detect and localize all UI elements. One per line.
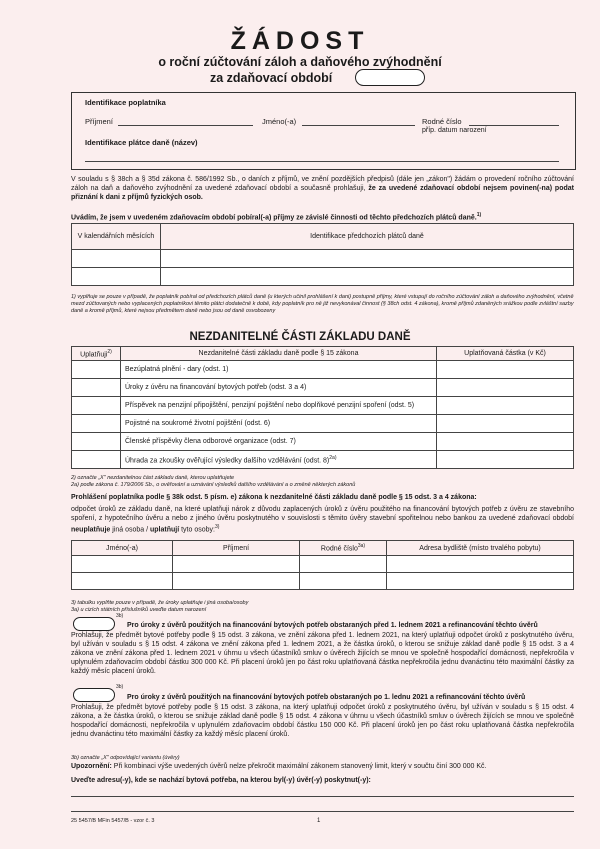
birth-number-field[interactable] (469, 125, 559, 126)
taxpayer-declaration-heading: Prohlášení poplatníka podle § 38k odst. 5 písm. e) zákona k nezdanitelné části základu daně podle § 15 odst. 3 a 4 zákona: (71, 494, 477, 501)
form-subtitle: o roční zúčtování záloh a daňového zvýhodnění (158, 55, 442, 69)
taxpayer-id-heading: Identifikace poplatníka (85, 98, 166, 107)
footnote-3a: 3a) u cizích státních příslušníků uveďte datum narození (71, 606, 207, 613)
footnote-2a: 2a) podle zákona č. 179/2006 Sb., o ověřování a uznávání výsledků dalšího vzdělávání a o změně některých zákonů (71, 481, 356, 488)
amount-cell[interactable] (437, 433, 574, 451)
option-b-checkbox[interactable] (73, 688, 115, 702)
names-field[interactable] (302, 125, 415, 126)
prev-payers-header: Identifikace předchozích plátců daně (161, 224, 574, 250)
payer-id-heading: Identifikace plátce daně (název) (85, 138, 198, 147)
deduction-item: Úroky z úvěru na financování bytových potřeb (odst. 3 a 4) (121, 379, 437, 397)
previous-payers-table (71, 223, 574, 286)
prev-payer-cell[interactable] (161, 268, 574, 286)
footnote-3b: 3b) označte „X" odpovídající variantu (úvěry) (71, 754, 180, 761)
notice: Upozornění: Při kombinaci výše uvedených úvěrů nelze překročit maximální zákonem stanovený limit, který v součtu činí 300 000 Kč. (71, 763, 487, 770)
non-taxable-section-title: NEZDANITELNÉ ČÁSTI ZÁKLADU DANĚ (189, 331, 411, 343)
declaration-text: V souladu s § 38ch a § 35d zákona č. 586/1992 Sb., o daních z příjmů, ve znění pozdějších předpisů (dále jen „zákon") žádám o provedení ročního zúčtování záloh na daň a daňového zvýhodnění za uvedené zdaňovací období a současně prohlašuji, že za uvedené zdaňovací období nejsem povinen(-na) podat přiznání k dani z příjmů fyzických osob. (71, 176, 574, 201)
persons-table (71, 540, 574, 590)
amount-cell[interactable] (437, 415, 574, 433)
form-code: 25 5457/B MFin 5457/B - vzor č. 3 (71, 818, 155, 824)
names-label: Jméno(-a) (262, 117, 297, 126)
months-cell[interactable] (72, 268, 161, 286)
apply-header: Uplatňuji$^{2)}$ (72, 347, 121, 361)
form-title: ŽÁDOST (230, 27, 370, 55)
option-b-sup: 3b) (116, 684, 124, 690)
birth-number-label: Rodné číslo (422, 117, 462, 126)
deduction-item: Příspěvek na penzijní připojištění, penzijní pojištění nebo doplňkové penzijní spoření (odst. 5) (121, 397, 437, 415)
amount-cell[interactable] (437, 361, 574, 379)
person-cell[interactable] (72, 556, 173, 573)
person-names-header: Jméno(-a) (72, 541, 173, 556)
surname-field[interactable] (118, 125, 253, 126)
months-header: V kalendářních měsících (72, 224, 161, 250)
person-cell[interactable] (173, 573, 300, 590)
person-cell[interactable] (300, 556, 387, 573)
apply-checkbox[interactable] (72, 451, 121, 469)
amount-cell[interactable] (437, 451, 574, 469)
non-taxable-table (71, 346, 574, 469)
option-a-heading: Pro úroky z úvěrů použitých na financování bytových potřeb obstaraných před 1. lednem 2021 a refinancování těchto úvěrů (127, 622, 538, 629)
description-header: Nezdanitelné části základu daně podle § 15 zákona (121, 347, 437, 361)
apply-checkbox[interactable] (72, 397, 121, 415)
person-cell[interactable] (387, 556, 574, 573)
deduction-item: Pojistné na soukromé životní pojištění (odst. 6) (121, 415, 437, 433)
person-address-header: Adresa bydliště (místo trvalého pobytu) (387, 541, 574, 556)
amount-cell[interactable] (437, 397, 574, 415)
apply-checkbox[interactable] (72, 433, 121, 451)
tax-period-field[interactable] (355, 69, 425, 86)
taxpayer-declaration-body: odpočet úroků ze základu daně, na které uplatňuji nárok z důvodu zaplacených úroků z úvěru použitého na financování bytových potřeb z úvěru ze stavebního spoření, z hypotečního úvěru a nebo z jiného úvěru poskytnutého v souvislosti s těmito úvěry stavební spořitelnou nebo bankou za uvedené zdaňovací období neuplatňuje jiná osoba / uplatňují tyto osoby:$^{3)}$ (71, 506, 574, 534)
months-cell[interactable] (72, 250, 161, 268)
option-a-checkbox[interactable] (73, 617, 115, 631)
apply-checkbox[interactable] (72, 361, 121, 379)
address-line-2[interactable] (71, 811, 574, 812)
person-cell[interactable] (300, 573, 387, 590)
deduction-item: Bezúplatná plnění - dary (odst. 1) (121, 361, 437, 379)
footnote-2: 2) označte „X" nezdanitelnou část základu daně, kterou uplatňujete (71, 474, 235, 481)
option-b-heading: Pro úroky z úvěrů použitých na financování bytových potřeb obstaraných po 1. lednu 2021 a refinancování těchto úvěrů (127, 694, 526, 701)
prev-payer-cell[interactable] (161, 250, 574, 268)
address-label: Uveďte adresu(-y), kde se nachází bytová potřeba, na kterou byl(-y) úvěr(-y) poskytnut(-y): (71, 777, 371, 784)
surname-label: Příjmení (85, 117, 113, 126)
footnote-3: 3) tabulku vyplňte pouze v případě, že úroky uplatňuje i jiná osoba/osoby (71, 599, 249, 606)
address-line-1[interactable] (71, 796, 574, 797)
payer-name-field[interactable] (85, 161, 559, 162)
amount-header: Uplatňovaná částka (v Kč) (437, 347, 574, 361)
option-a-body: Prohlašuji, že předmět bytové potřeby podle § 15 odst. 3 zákona, ve znění zákona před 1. lednem 2021, na který uplatňuji odpočet úroků z poskytnutého úvěru, byl užíván v souladu s § 15 odst. 4 zákona ve znění zákona před 1. lednem 2021, a že částka úroků, o kterou se snižuje základ daně podle § 15 odst. 3 a 4 zákona ve znění zákona před 1. lednem 2021 v úhrnu u všech účastníků smluv o úvěrech žijících se mnou ve společně hospodařící domácnosti, nepřekročila v uplynulém zdaňovacím období částku 300 000 Kč. Při placení úroků jen po část roku uplatňovaná částka nepřekročila jednu dvanáctinu této maximální částky za každý měsíc placení úroků. (71, 632, 574, 675)
footnote-1: 1) vyplňuje se pouze v případě, že poplatník pobíral od předchozích plátců daně (u kterých učinil prohlášení k dani) postupně příjmy, které vstupují do ročního zúčtování záloh a daňového zvýhodnění, včetně mezd zúčtovaných nebo vyplacených poplatníkovi těmito plátci dodatečně k době, kdy poplatník pro ně již nevykonával činnost (§ 38ch odst. 4 zákona), kromě příjmů zdaněných srážkou podle zvláštní sazby daně a kromě příjmů, které nejsou předmětem daně nebo jsou od daně osvobozeny (71, 293, 574, 314)
amount-cell[interactable] (437, 379, 574, 397)
tax-period-label: za zdaňovací období (210, 71, 333, 85)
person-cell[interactable] (173, 556, 300, 573)
page-number: 1 (317, 818, 321, 824)
apply-checkbox[interactable] (72, 415, 121, 433)
person-birth-number-header: Rodné číslo$^{3a)}$ (300, 541, 387, 556)
previous-payers-statement: Uvádím, že jsem v uvedeném zdaňovacím období pobíral(-a) příjmy ze závislé činnosti od těchto předchozích plátců daně.$^{1)}$ (71, 212, 482, 222)
option-a-sup: 3b) (116, 613, 124, 619)
deduction-item: Úhrada za zkoušky ověřující výsledky dalšího vzdělávání (odst. 8)$^{2a)}$ (121, 451, 437, 469)
person-cell[interactable] (387, 573, 574, 590)
birth-date-label: příp. datum narození (422, 127, 487, 134)
person-surname-header: Příjmení (173, 541, 300, 556)
apply-checkbox[interactable] (72, 379, 121, 397)
option-b-body: Prohlašuji, že předmět bytové potřeby podle § 15 odst. 3 zákona, na který uplatňuji odpočet úroků z poskytnutého úvěru, byl užíván v souladu s § 15 odst. 4 zákona, a že částka úroků, o kterou se snižuje základ daně podle § 15 odst. 4 zákona v úhrnu u všech účastníků smluv o úvěrech žijících se mnou ve společně hospodařící domácnosti, nepřekročila v uplynulém zdaňovacím období částku 150 000 Kč. Při placení úroků jen po část roku uplatňovaná částka nepřekročila jednu dvanáctinu této maximální částky za každý měsíc placení úroků. (71, 704, 574, 738)
person-cell[interactable] (72, 573, 173, 590)
deduction-item: Členské příspěvky člena odborové organizace (odst. 7) (121, 433, 437, 451)
